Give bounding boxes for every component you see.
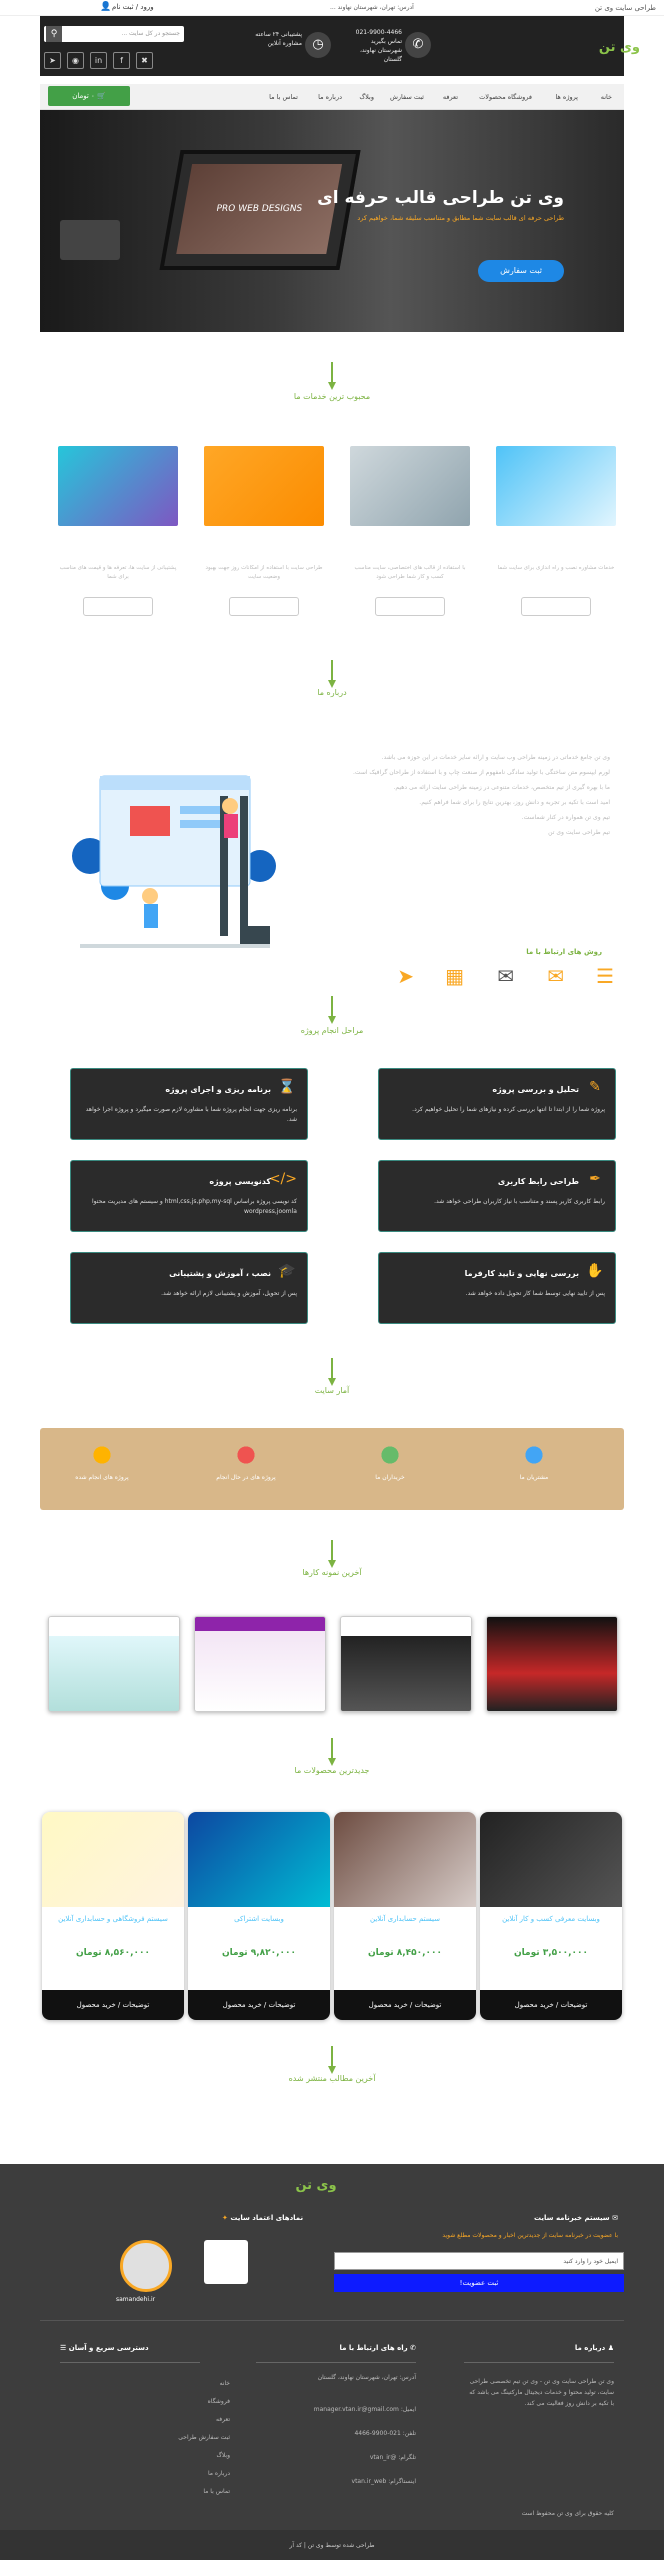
rocket-icon [231,1440,261,1470]
brush-icon: ✒ [589,1171,601,1187]
product-image[interactable] [42,1812,184,1907]
subscribe-button[interactable]: ثبت عضویت! [334,2274,624,2292]
step-card [70,1252,308,1324]
nav-item-about[interactable]: درباره ما [318,93,342,101]
cart-button[interactable] [48,86,130,106]
laptop-image [159,150,360,270]
footer-instagram[interactable]: اینستاگرام: vtan.ir_web [351,2478,416,2485]
hero-slider [40,110,624,332]
nav-item-shop[interactable]: فروشگاه محصولات [479,93,532,101]
email-input[interactable]: ایمیل خود را وارد کنید [334,2252,624,2270]
stat-label: خریداران ما [375,1474,405,1481]
stats-heading: آمار سایت [314,1386,350,1395]
stat-label: مشتریان ما [519,1474,549,1481]
arrow-icon [328,660,336,690]
product-price: ۹,۸۲۰,۰۰۰ تومان [221,1948,297,1958]
arrow-icon [328,362,336,392]
copyright: کلیه حقوق برای وی تن محفوظ است [521,2510,614,2517]
portfolio-item[interactable] [194,1616,326,1712]
step-card [378,1252,616,1324]
about-text [318,750,610,840]
footer-link[interactable]: فروشگاه [207,2398,230,2405]
phone-number[interactable]: 021-9900-4466 [355,29,402,36]
graduation-icon: 🎓 [278,1263,296,1279]
search-icon[interactable]: ⚲ [46,26,62,42]
credit-text: طراحی شده توسط وی تن | کد آر [289,2542,375,2549]
about-paragraph: وی تن جامع خدماتی در زمینه طراحی وب سایت و ارائه سایر خدمات در این حوزه می باشد. [381,754,610,761]
footer-link[interactable]: خانه [219,2380,230,2387]
newsletter-icon: ✉ [609,2214,618,2222]
about-paragraph: تیم وی تن همواره در کنار شماست. [521,814,610,821]
services-heading: محبوب ترین خدمات ما [293,392,371,401]
step-title: نصب ، آموزش و پشتیبانی [169,1269,271,1278]
address-sub: شهرستان نهاوند، گلستان [360,47,402,63]
customers-icon [519,1440,549,1470]
step-title: تحلیل و بررسی پروژه [492,1085,579,1094]
service-more-button[interactable] [83,597,153,616]
service-image-2 [350,446,470,526]
step-desc: رابط کاربری کاربر پسند و متناسب با نیاز کاربران طراحی خواهد شد. [434,1198,605,1205]
product-card [42,1812,184,2020]
mail-icon[interactable]: ✉ [497,964,514,988]
phone-icon: ✆ [407,2344,416,2352]
phone-info [340,28,402,64]
about-paragraph: لورم ایپسوم متن ساختگی با تولید سادگی نامفهوم از صنعت چاپ و با استفاده از طراحان گرافیک است. [353,769,610,776]
hero-title: وی تن طراحی قالب حرفه ای [317,188,564,208]
footer-contact-title: ✆ راه های ارتباط با ما [339,2344,416,2352]
step-desc: پس از تحویل، آموزش و پشتیبانی لازم ارائه خواهد شد. [161,1290,297,1297]
product-price: ۳,۵۰۰,۰۰۰ تومان [513,1948,589,1958]
facebook-icon[interactable]: f [113,52,130,69]
instagram-icon[interactable]: ◉ [67,52,84,69]
hourglass-icon: ⌛ [278,1079,296,1095]
telegram-icon[interactable]: ➤ [44,52,61,69]
comment-icon[interactable]: ✉ [547,964,564,988]
footer-telegram[interactable]: تلگرام: @vtan_ir [369,2454,416,2461]
footer-email[interactable]: ایمیل: manager.vtan.ir@gmail.com [313,2406,416,2413]
service-image-4 [58,446,178,526]
product-image[interactable] [334,1812,476,1907]
footer-link[interactable]: ثبت سفارش طراحی [178,2434,230,2441]
about-paragraph: تیم طراحی سایت وی تن [548,829,610,836]
contact-methods-heading: روش های ارتباط با ما [526,948,602,956]
edit-icon: ✎ [589,1079,601,1095]
service-desc: خدمات مشاوره نصب و راه اندازی برای سایت شما [497,565,615,571]
service-image-1 [496,446,616,526]
arrow-icon [328,1738,336,1768]
trust-title: نمادهای اعتماد سایت ✦ [222,2214,304,2222]
steps-heading: مراحل انجام پروژه [300,1026,364,1035]
service-desc: پشتیبانی از سایت ها، تعرفه ها و قیمت های مناسب برای شما [59,565,177,580]
service-desc: با استفاده از قالب های اختصاصی، سایت مناسب کسب و کار شما طراحی شود [354,565,466,580]
site-title: طراحی سایت وی تن [594,4,656,12]
service-image-3 [204,446,324,526]
step-title: بررسی نهایی و تایید کارفرما [464,1269,579,1278]
nav-item-home[interactable]: خانه [600,93,612,101]
product-name[interactable]: سیستم حسابداری آنلاین [370,1915,440,1923]
product-card [480,1812,622,2020]
stat-label: پروژه های در حال انجام [216,1474,276,1481]
step-desc: برنامه ریزی جهت انجام پروژه شما با مشاوره لازم صورت میگیرد و پروژه اجرا خواهد شد. [85,1106,297,1123]
nav-item-blog[interactable]: وبلاگ [359,93,374,101]
products-heading: جدیدترین محصولات ما [294,1766,370,1775]
samandehi-badge[interactable] [120,2240,172,2292]
step-desc: کد نویسی پروژه براساس html,css,js,php,my-sql و سیستم های مدیریت محتوا wordpress,joomla [92,1198,297,1215]
footer-about-text: وی تن طراحی سایت وی تن - وی تن تیم تخصصی طراحی سایت، تولید محتوا و خدمات دیجیتال مارکتینگ می باشد که با تکیه بر دانش روز فعالیت می کند. [469,2378,614,2407]
step-desc: پروژه شما را از ابتدا تا انتها بررسی کرده و نیازهای شما را تحلیل خواهیم کرد. [412,1106,605,1113]
product-name[interactable]: وبسایت معرفی کسب و کار آنلاین [502,1915,600,1923]
articles-heading: آخرین مطالب منتشر شده [288,2074,376,2083]
support-line-1: پشتیبانی ۲۴ ساعته [255,31,302,38]
about-paragraph: ما با بهره گیری از تیم متخصص، خدمات متنوعی در زمینه طراحی سایت ارائه می دهیم. [393,784,610,791]
cart-total: ۰ تومان [72,92,95,100]
product-name[interactable]: وبسایت اشتراکی [234,1915,284,1923]
footer-about-title: ♟ درباره ما [574,2344,614,2352]
product-image[interactable] [480,1812,622,1907]
footer-link[interactable]: وبلاگ [216,2452,230,2459]
order-button[interactable]: ثبت سفارش [478,260,564,282]
telegram-method-icon[interactable]: ➤ [397,964,414,988]
newsletter-title: ✉ سیستم خبرنامه سایت [533,2214,618,2222]
stat-item [484,1440,584,1481]
samandehi-label: samandehi.ir [116,2296,156,2303]
user-icon: ♟ [605,2344,614,2352]
footer-link[interactable]: تماس با ما [203,2488,230,2495]
step-desc: پس از تایید نهایی توسط شما کار تحویل داده خواهد شد. [465,1290,605,1297]
arrow-icon [328,996,336,1026]
portfolio-item[interactable] [340,1616,472,1712]
code-icon: </> [268,1171,297,1187]
footer-logo[interactable]: وی تن [295,2178,337,2193]
service-more-button[interactable] [375,597,445,616]
footer-divider [256,2362,416,2363]
step-title: کدنویسی پروژه [209,1177,271,1186]
product-buy-button[interactable]: توضیحات / خرید محصول [334,1990,476,2020]
cart-icon: 🛒 [94,92,106,100]
service-more-button[interactable] [229,597,299,616]
about-paragraph: امید است با تکیه بر تجربه و دانش روز، بهترین نتایج را برای شما فراهم کنیم. [419,799,610,806]
step-title: طراحی رابط کاربری [497,1177,579,1186]
product-price: ۸,۵۶۰,۰۰۰ تومان [75,1948,151,1958]
product-buy-button[interactable]: توضیحات / خرید محصول [188,1990,330,2020]
step-card [378,1160,616,1232]
product-buy-button[interactable]: توضیحات / خرید محصول [480,1990,622,2020]
gears-icon [87,1440,117,1470]
handshake-icon: ✋ [586,1263,604,1279]
phone-sub: تماس بگیرید [370,38,402,45]
enamad-badge[interactable] [204,2240,248,2284]
footer-links-title: دسترسی سریع و آسان ☰ [60,2344,149,2352]
logo[interactable]: وی تن [598,40,640,55]
footer-divider [464,2362,614,2363]
arrow-icon [328,2046,336,2076]
search-input[interactable]: جستجو در کل سایت ... [121,30,180,37]
footer-address: آدرس: تهران، شهرستان نهاوند، گلستان [317,2374,416,2381]
stat-item [52,1440,152,1481]
login-link[interactable]: ورود / ثبت نام [112,3,154,11]
stat-item [340,1440,440,1481]
product-buy-button[interactable]: توضیحات / خرید محصول [42,1990,184,2020]
footer-link[interactable]: تعرفه [216,2416,230,2423]
header-address: آدرس: تهران، شهرستان نهاوند ... [330,4,414,11]
book-icon[interactable]: ▦ [445,964,464,988]
step-card [378,1068,616,1140]
cards-image [60,220,120,260]
portfolio-item[interactable] [486,1616,618,1712]
hero-subtitle: طراحی حرفه ای قالب سایت شما مطابق و متناسب سلیقه شما، خواهیم کرد [357,214,564,222]
product-price: ۸,۴۵۰,۰۰۰ تومان [367,1948,443,1958]
footer-phone[interactable]: تلفن: 021-9900-4466 [354,2430,416,2437]
nav-item-pricing[interactable]: تعرفه [442,93,458,101]
nav-item-contact[interactable]: تماس با ما [269,93,298,101]
user-icon: 👤 [100,2,112,12]
laptop-screen-text: PRO WEB DESIGNS [176,164,342,254]
about-heading: درباره ما [317,688,347,697]
trust-icon: ✦ [222,2214,231,2222]
product-card [334,1812,476,2020]
service-desc: طراحی سایت با استفاده از امکانات روز جهت بهبود وضعیت سایت [205,565,323,580]
portfolio-item[interactable] [48,1616,180,1712]
nav-item-order[interactable]: ثبت سفارش [389,93,424,101]
nav-item-projects[interactable]: پروژه ها [555,93,578,101]
step-title: برنامه ریزی و اجرای پروژه [165,1085,271,1094]
search-box[interactable] [44,26,184,42]
phone-icon: ✆ [405,32,431,58]
linkedin-icon[interactable]: in [90,52,107,69]
chat-method-icon[interactable]: ☰ [596,964,614,988]
footer-divider [40,2320,624,2321]
footer-link[interactable]: درباره ما [207,2470,230,2477]
step-card [70,1068,308,1140]
samples-heading: آخرین نمونه کارها [302,1568,362,1577]
product-card [188,1812,330,2020]
stat-item [196,1440,296,1481]
product-image[interactable] [188,1812,330,1907]
clock-icon: ◷ [305,32,331,58]
list-icon: ☰ [60,2344,69,2352]
buyers-icon [375,1440,405,1470]
support-info [220,30,302,48]
service-more-button[interactable] [521,597,591,616]
step-card [70,1160,308,1232]
product-name[interactable]: سیستم فروشگاهی و حسابداری آنلاین [58,1915,168,1923]
newsletter-desc: با عضویت در خبرنامه سایت از جدیدترین اخبار و محصولات مطلع شوید [442,2232,618,2239]
arrow-icon [328,1540,336,1570]
stat-label: پروژه های انجام شده [75,1474,129,1481]
support-line-2: مشاوره آنلاین [267,40,302,47]
footer-divider [60,2362,200,2363]
twitter-icon[interactable]: ✖ [136,52,153,69]
arrow-icon [328,1358,336,1388]
about-illustration [70,736,282,966]
